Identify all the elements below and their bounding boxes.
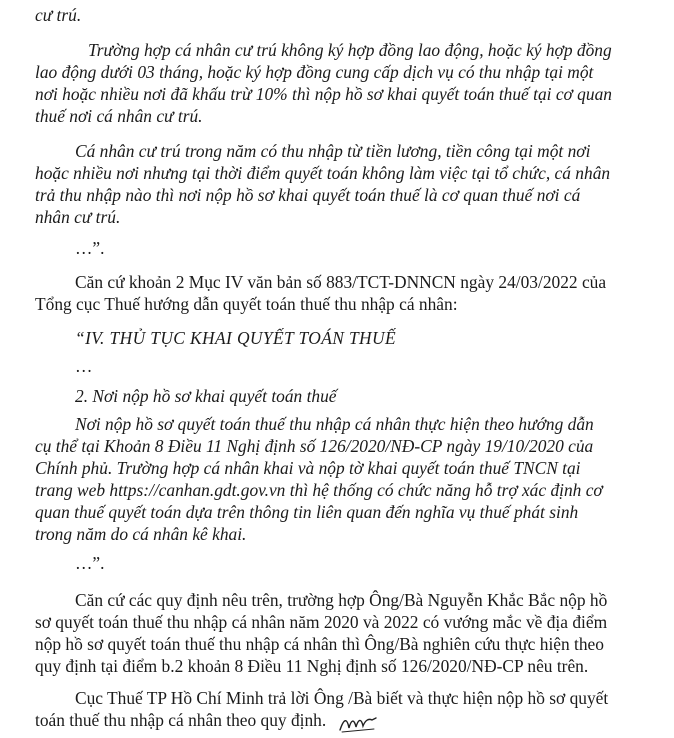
quote-line: trả thu nhập nào thì nơi nộp hồ sơ khai quyết toán thuế là cơ quan thuế nơi cá (35, 185, 581, 205)
paragraph-tail-line: cư trú. (35, 5, 82, 25)
quote-line: trang web https://canhan.gdt.gov.vn thì hệ thống có chức năng hỗ trợ xác định cơ (35, 480, 603, 500)
body-line: nộp hồ sơ quyết toán thuế thu nhập cá nhân thì Ông/Bà nghiên cứu thực hiện theo (35, 634, 604, 654)
quote-line: Trường hợp cá nhân cư trú không ký hợp đồng lao động, hoặc ký hợp đồng (88, 40, 612, 60)
quote-line: cụ thể tại Khoản 8 Điều 11 Nghị định số 126/2020/NĐ-CP ngày 19/10/2020 của (35, 436, 594, 456)
section-heading: “IV. THỦ TỤC KHAI QUYẾT TOÁN THUẾ (75, 328, 396, 348)
quote-line: Nơi nộp hồ sơ quyết toán thuế thu nhập cá nhân thực hiện theo hướng dẫn (75, 414, 594, 434)
ellipsis: …”. (75, 553, 105, 573)
body-line: Cục Thuế TP Hồ Chí Minh trả lời Ông /Bà biết và thực hiện nộp hồ sơ quyết (75, 688, 609, 708)
body-line: toán thuế thu nhập cá nhân theo quy định. (35, 710, 327, 730)
quote-line: lao động dưới 03 tháng, hoặc ký hợp đồng cung cấp dịch vụ có thu nhập tại một (35, 62, 594, 82)
quote-line: nhân cư trú. (35, 207, 121, 227)
basis-line: Căn cứ khoản 2 Mục IV văn bản số 883/TCT-DNNCN ngày 24/03/2022 của (75, 272, 607, 292)
quote-line: hoặc nhiều nơi nhưng tại thời điểm quyết toán không làm việc tại tổ chức, cá nhân (35, 163, 611, 183)
body-line: quy định tại điểm b.2 khoản 8 Điều 11 Nghị định số 126/2020/NĐ-CP nêu trên. (35, 656, 589, 676)
ellipsis: … (75, 356, 93, 376)
quote-line: trong năm do cá nhân kê khai. (35, 524, 247, 544)
ellipsis: …”. (75, 238, 105, 258)
quote-line: Chính phủ. Trường hợp cá nhân khai và nộp tờ khai quyết toán thuế TNCN tại (35, 458, 581, 478)
quote-line: nơi hoặc nhiều nơi đã khấu trừ 10% thì nộp hồ sơ khai quyết toán thuế tại cơ quan (35, 84, 612, 104)
quote-line: Cá nhân cư trú trong năm có thu nhập từ tiền lương, tiền công tại một nơi (75, 141, 591, 161)
quote-line: quan thuế quyết toán dựa trên thông tin liên quan đến nghĩa vụ thuế phát sinh (35, 502, 579, 522)
initials-signature (338, 712, 378, 734)
subheading: 2. Nơi nộp hồ sơ khai quyết toán thuế (75, 386, 337, 406)
body-line: sơ quyết toán thuế thu nhập cá nhân năm 2020 và 2022 có vướng mắc về địa điểm (35, 612, 608, 632)
basis-line: Tổng cục Thuế hướng dẫn quyết toán thuế thu nhập cá nhân: (35, 294, 458, 314)
body-line: Căn cứ các quy định nêu trên, trường hợp Ông/Bà Nguyễn Khắc Bắc nộp hồ (75, 590, 608, 610)
quote-line: thuế nơi cá nhân cư trú. (35, 106, 203, 126)
